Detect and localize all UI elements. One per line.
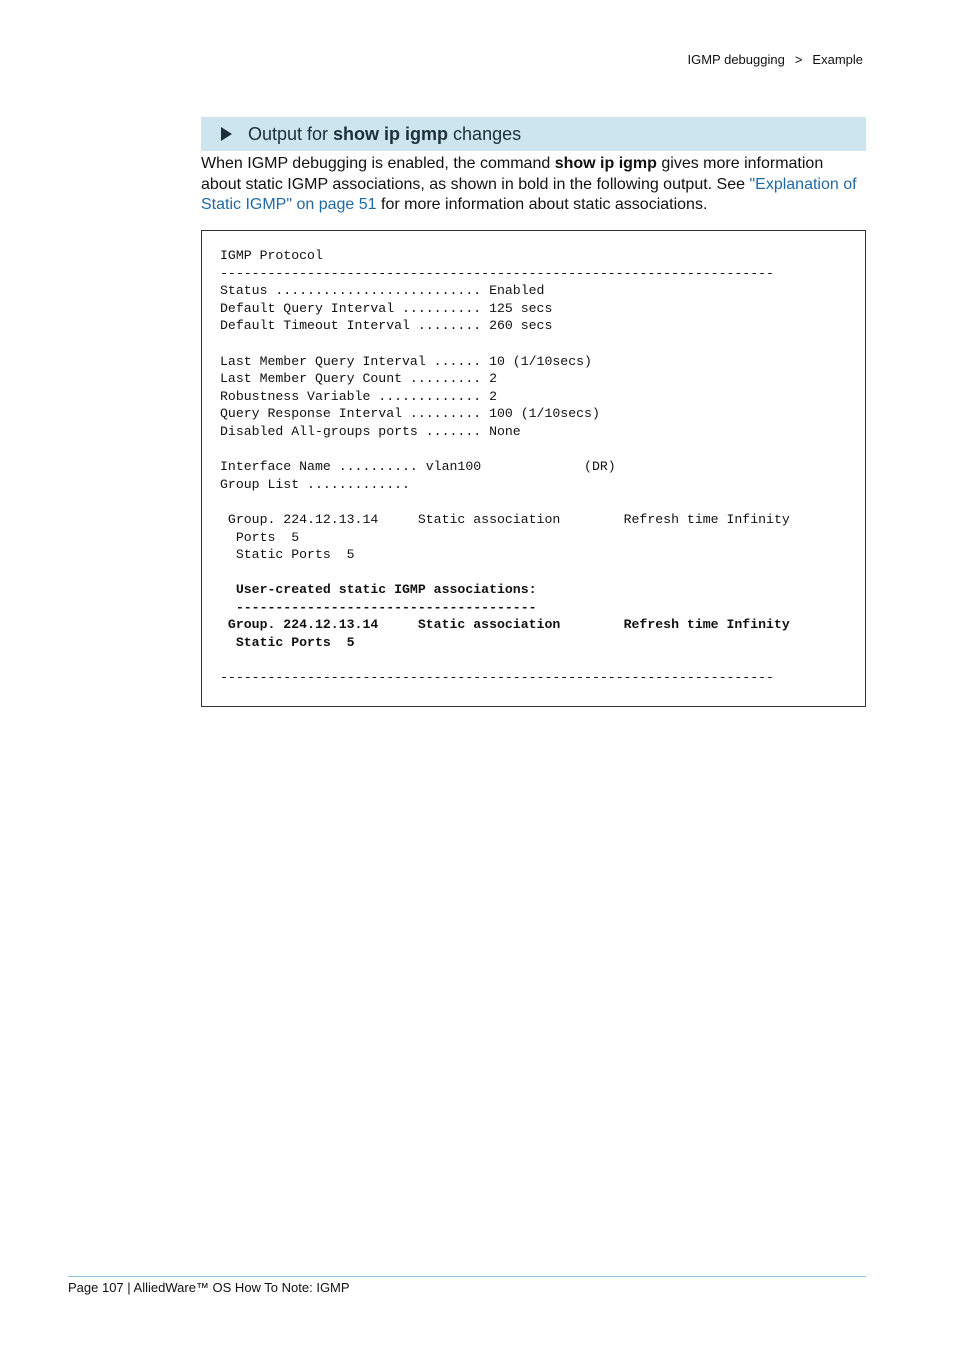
output-line <box>220 652 790 670</box>
output-line: Static Ports 5 <box>220 635 355 651</box>
output-line: Group List ............. <box>220 476 410 492</box>
output-line <box>220 335 790 353</box>
output-line: Static Ports 5 <box>220 547 355 563</box>
output-line: Last Member Query Count ......... 2 <box>220 371 497 387</box>
intro-paragraph: When IGMP debugging is enabled, the command show ip igmp gives more information about static IGMP associations, as shown in bold in the following output. See "Explanation of Static IGMP" on page 51 for more information about static associations. <box>201 155 857 213</box>
cross-reference-link[interactable]: "Explanation of Static IGMP" on page 51 <box>201 175 857 213</box>
output-line: Disabled All-groups ports ....... None <box>220 423 521 439</box>
output-line: Ports 5 <box>220 529 300 545</box>
command-output <box>220 247 790 687</box>
output-line <box>220 441 790 459</box>
output-line <box>220 493 790 511</box>
output-line: Default Query Interval .......... 125 secs <box>220 300 553 316</box>
output-line: Query Response Interval ......... 100 (1/10secs) <box>220 406 600 422</box>
output-line: ---------------------------------------------------------------------- <box>220 265 774 281</box>
output-line: Interface Name .......... vlan100 (DR) <box>220 459 616 475</box>
section-title: Output for show ip igmp changes <box>248 123 522 144</box>
output-line: ---------------------------------------------------------------------- <box>220 670 774 686</box>
output-line <box>220 564 790 582</box>
output-line: Last Member Query Interval ...... 10 (1/10secs) <box>220 353 592 369</box>
triangle-right-icon <box>221 127 232 141</box>
output-line: Status .......................... Enabled <box>220 283 545 299</box>
footer-divider <box>68 1276 866 1277</box>
output-line: -------------------------------------- <box>220 599 537 615</box>
output-line: Default Timeout Interval ........ 260 secs <box>220 318 553 334</box>
breadcrumb-page: Example <box>812 52 863 67</box>
output-line: Group. 224.12.13.14 Static association Refresh time Infinity <box>220 511 790 527</box>
output-line: IGMP Protocol <box>220 248 323 263</box>
breadcrumb-separator: > <box>794 52 803 67</box>
section-heading <box>201 117 866 151</box>
page-footer: Page 107 | AlliedWare™ OS How To Note: IGMP <box>68 1280 350 1295</box>
intro-command: show ip igmp <box>554 155 657 172</box>
output-line: Group. 224.12.13.14 Static association Refresh time Infinity <box>220 617 790 633</box>
output-line: User-created static IGMP associations: <box>220 582 537 598</box>
output-line: Robustness Variable ............. 2 <box>220 388 497 404</box>
command-output-box <box>201 230 866 707</box>
breadcrumb-section: IGMP debugging <box>687 52 785 67</box>
breadcrumb <box>687 52 863 67</box>
